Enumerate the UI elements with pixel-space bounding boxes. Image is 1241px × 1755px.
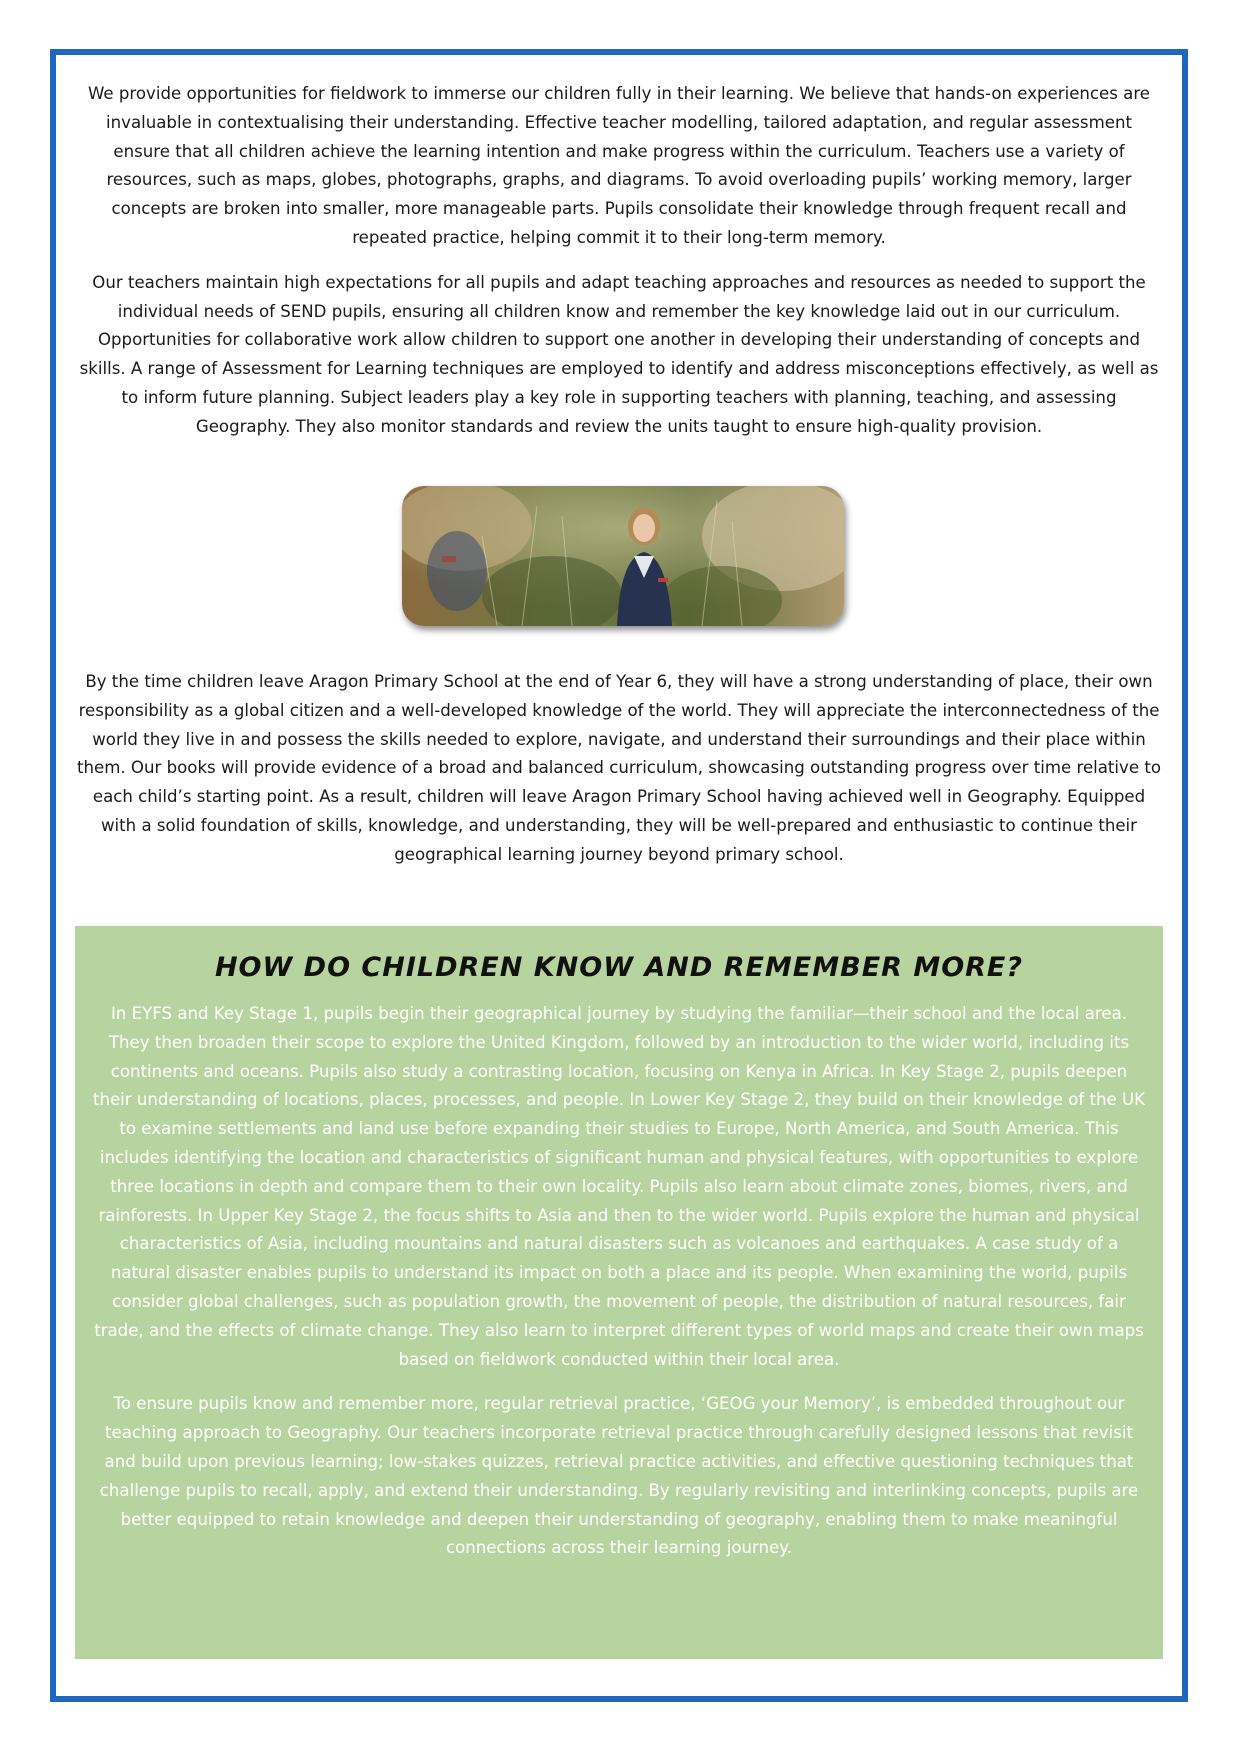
outcome-text	[76, 668, 1162, 870]
fieldwork-photo	[402, 486, 844, 626]
outcome-paragraph: By the time children leave Aragon Primary School at the end of Year 6, they will have a strong understanding of place, their own responsibility as a global citizen and a well-developed knowledge of the world. They will appreciate the interconnectedness of the world they live in and possess the skills needed to explore, navigate, and understand their surroundings and their place within them. Our books will provide evidence of a broad and balanced curriculum, showcasing outstanding progress over time relative to each child’s starting point. As a result, children will leave Aragon Primary School having achieved well in Geography. Equipped with a solid foundation of skills, knowledge, and understanding, they will be well-prepared and enthusiastic to continue their geographical learning journey beyond primary school.	[76, 672, 1162, 864]
section-heading: HOW DO CHILDREN KNOW AND REMEMBER MORE?	[214, 952, 1024, 983]
section-body	[89, 1000, 1149, 1563]
intro-paragraph-1: We provide opportunities for fieldwork to immerse our children fully in their learning. We believe that hands-on experiences are invaluable in contextualising their understanding. Effective teacher modelling, tailored adaptation, and regular assessment ensure that all children achieve the learning intention and make progress within the curriculum. Teachers use a variety of resources, such as maps, globes, photographs, graphs, and diagrams. To avoid overloading pupils’ working memory, larger concepts are broken into smaller, more manageable parts. Pupils consolidate their knowledge through frequent recall and repeated practice, helping commit it to their long-term memory.	[87, 84, 1151, 247]
section-paragraph-2: To ensure pupils know and remember more, regular retrieval practice, ‘GEOG your Memory’, is embedded throughout our teaching approach to Geography. Our teachers incorporate retrieval practice through carefully designed lessons that revisit and build upon previous learning; low-stakes quizzes, retrieval practice activities, and effective questioning techniques that challenge pupils to recall, apply, and extend their understanding. By regularly revisiting and interlinking concepts, pupils are better equipped to retain knowledge and deepen their understanding of geography, enabling them to make meaningful connections across their learning journey.	[99, 1394, 1139, 1558]
page-border	[50, 49, 1188, 1702]
know-remember-section	[75, 926, 1163, 1659]
intro-text	[76, 80, 1162, 458]
section-paragraph-1: In EYFS and Key Stage 1, pupils begin their geographical journey by studying the familiar—their school and the local area. They then broaden their scope to explore the United Kingdom, followed by an introduction to the wider world, including its continents and oceans. Pupils also study a contrasting location, focusing on Kenya in Africa. In Key Stage 2, pupils deepen their understanding of locations, places, processes, and people. In Lower Key Stage 2, they build on their knowledge of the UK to examine settlements and land use before expanding their studies to Europe, North America, and South America. This includes identifying the location and characteristics of significant human and physical features, with opportunities to explore three locations in depth and compare them to their own locality. Pupils also learn about climate zones, biomes, rivers, and rainforests. In Upper Key Stage 2, the focus shifts to Asia and then to the wider world. Pupils explore the human and physical characteristics of Asia, including mountains and natural disasters such as volcanoes and earthquakes. A case study of a natural disaster enables pupils to understand its impact on both a place and its people. When examining the world, pupils consider global challenges, such as population growth, the movement of people, the distribution of natural resources, fair trade, and the effects of climate change. They also learn to interpret different types of world maps and create their own maps based on fieldwork conducted within their local area.	[92, 1004, 1146, 1369]
intro-paragraph-2: Our teachers maintain high expectations for all pupils and adapt teaching approaches and resources as needed to support the individual needs of SEND pupils, ensuring all children know and remember the key knowledge laid out in our curriculum. Opportunities for collaborative work allow children to support one another in developing their understanding of concepts and skills. A range of Assessment for Learning techniques are employed to identify and address misconceptions effectively, as well as to inform future planning. Subject leaders play a key role in supporting teachers with planning, teaching, and assessing Geography. They also monitor standards and review the units taught to ensure high-quality provision.	[79, 272, 1159, 436]
